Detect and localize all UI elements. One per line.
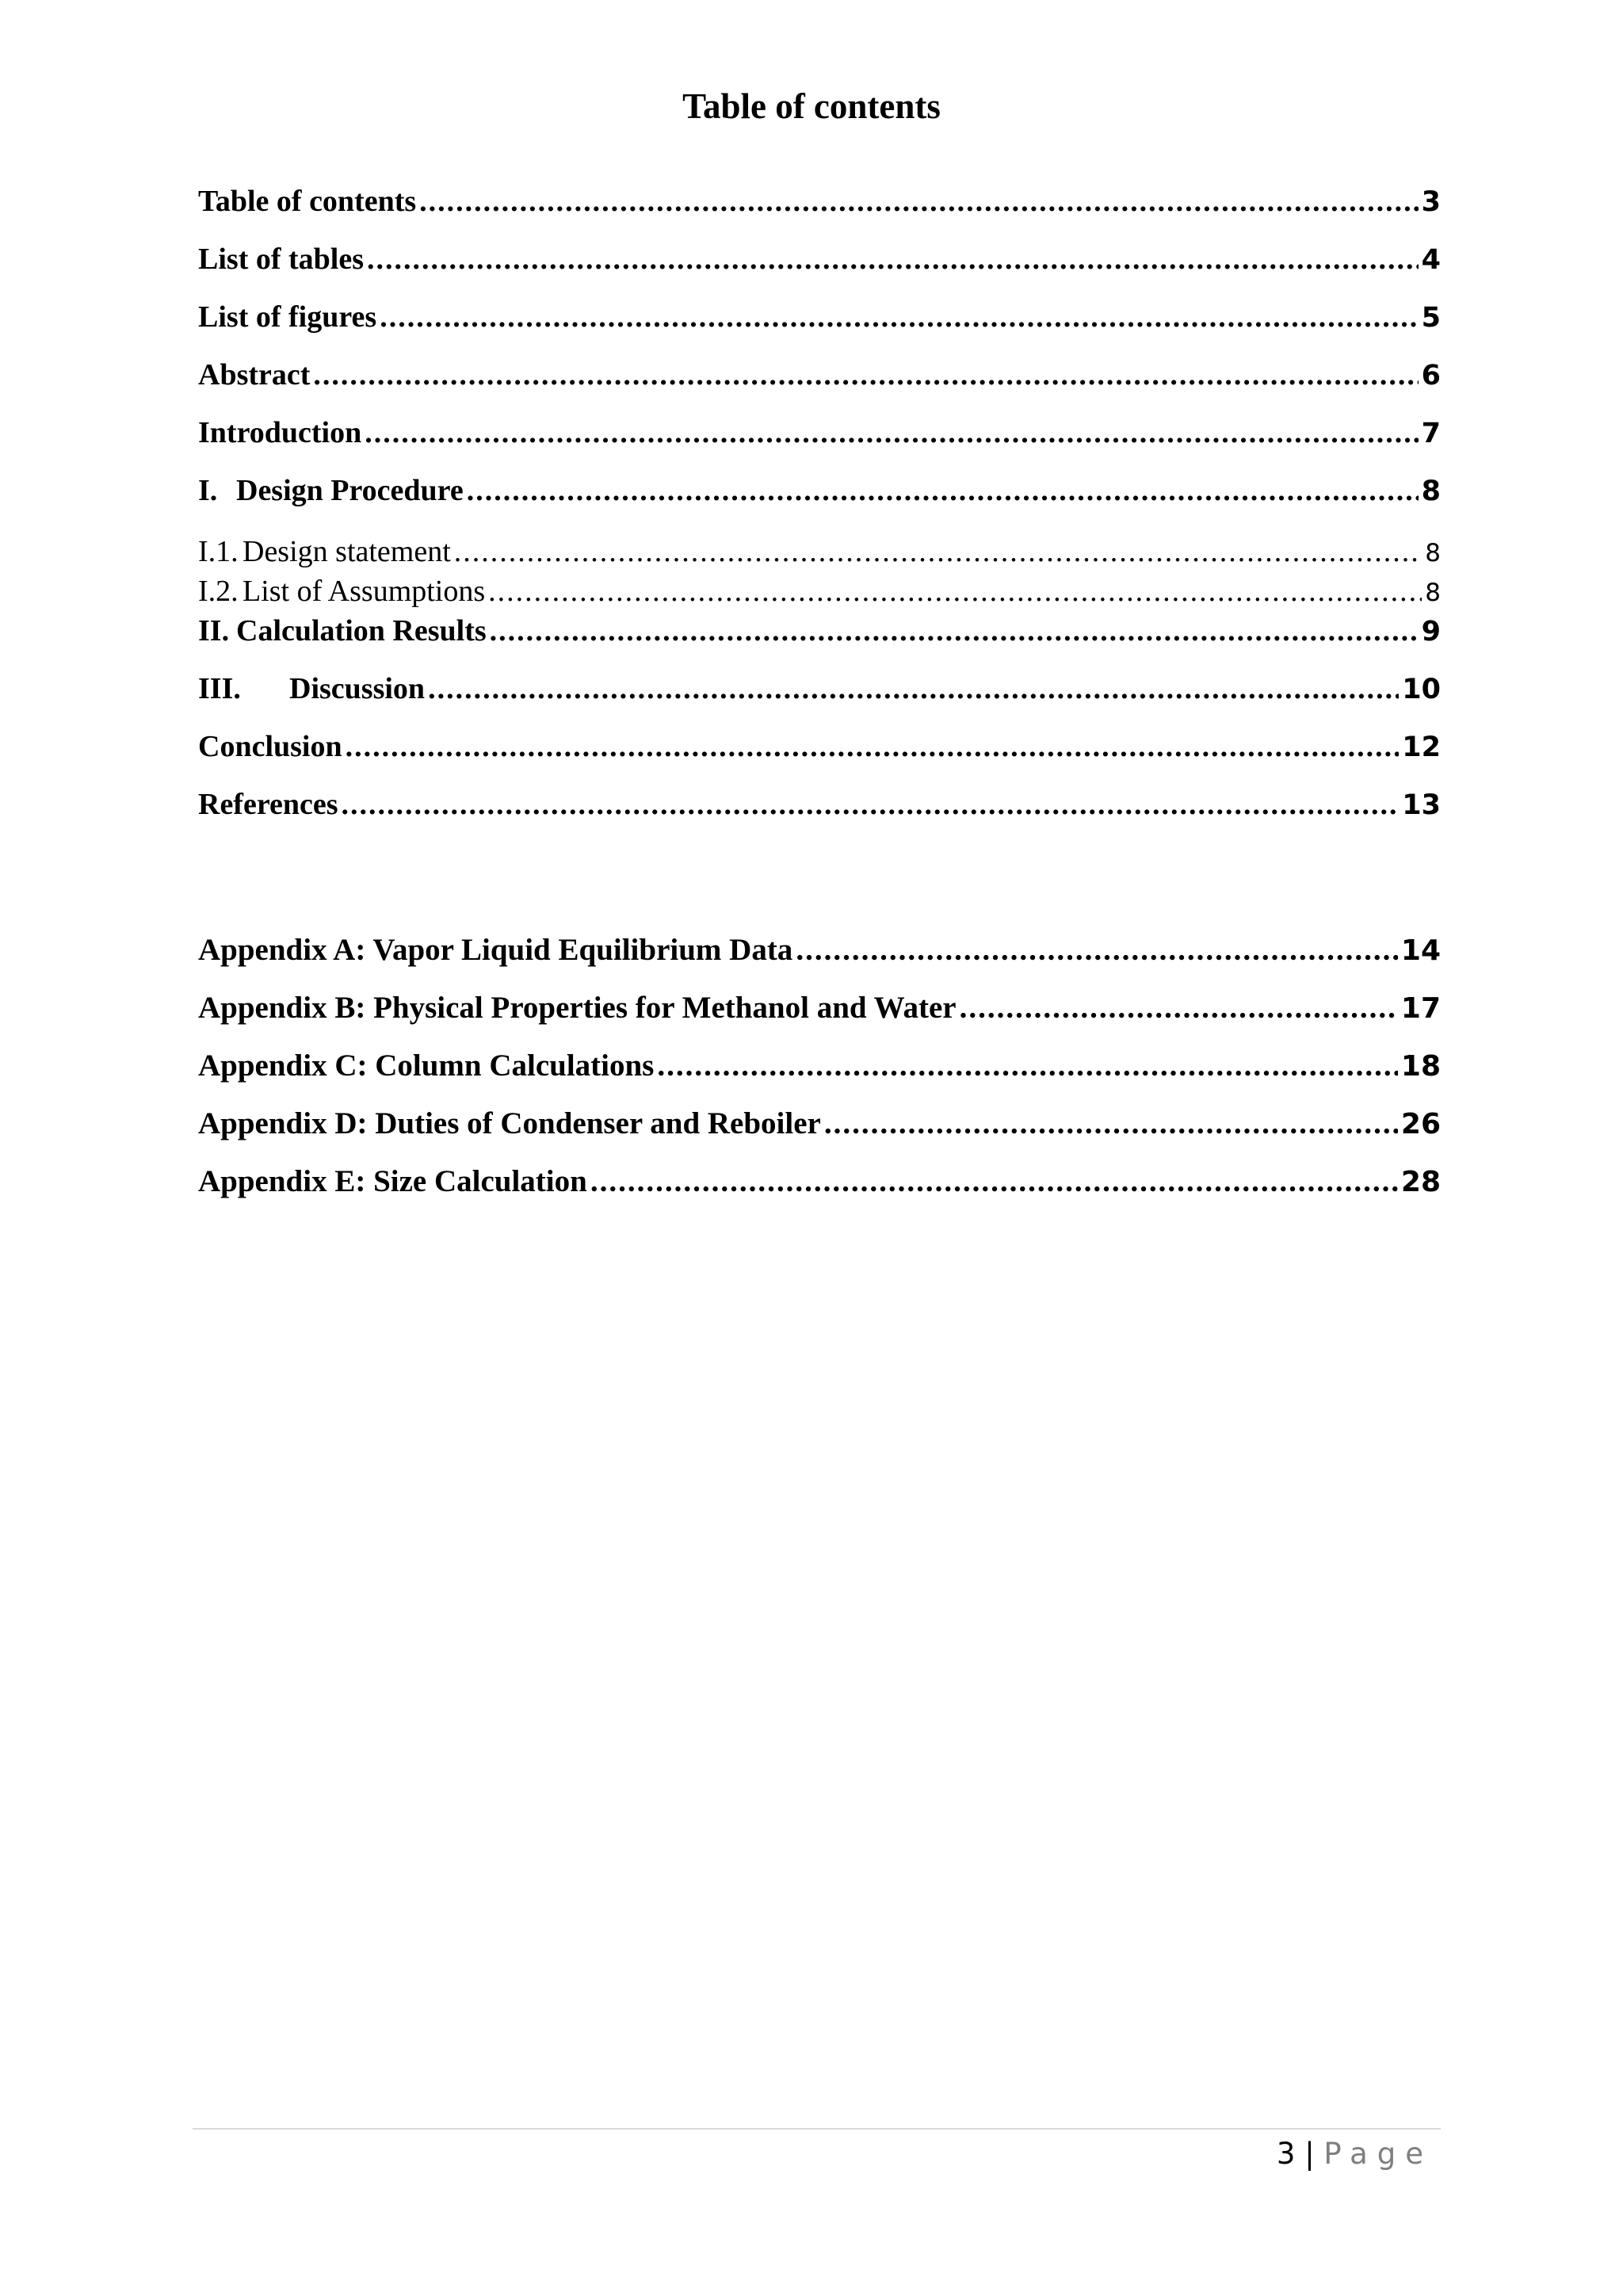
toc-entry-page: 8	[1421, 476, 1441, 507]
toc-entry-page: 10	[1402, 674, 1441, 705]
toc-entry-page: 7	[1421, 418, 1441, 449]
dot-leader	[590, 1163, 1398, 1199]
toc-entry-list-of-tables[interactable]	[198, 242, 1441, 277]
dot-leader	[419, 184, 1418, 219]
toc-entry-label: Design statement	[242, 535, 451, 568]
footer-page-word: Page	[1323, 2137, 1433, 2171]
toc-entry-page: 8	[1425, 579, 1441, 607]
toc-entry-list-of-assumptions[interactable]	[198, 574, 1441, 609]
toc-entry-label: Appendix C: Column Calculations	[198, 1049, 655, 1083]
footer-page-number: 3	[1276, 2137, 1296, 2171]
dot-leader	[824, 1106, 1398, 1141]
dot-leader	[346, 729, 1400, 764]
toc-entry-page: 14	[1400, 934, 1441, 967]
toc-entry-page: 3	[1421, 186, 1441, 218]
toc-entry-appendix-a[interactable]	[198, 932, 1441, 968]
toc-entry-label: Conclusion	[198, 730, 342, 763]
toc-entry-abstract[interactable]	[198, 357, 1441, 392]
toc-entry-page: 28	[1400, 1166, 1441, 1198]
page-title: Table of contents	[682, 86, 941, 126]
toc-entry-page: 5	[1421, 302, 1441, 334]
toc-entry-number: I.2.	[198, 575, 239, 608]
toc-entry-page: 6	[1421, 360, 1441, 392]
toc-entry-number: I.	[198, 474, 218, 507]
toc-entry-appendix-e[interactable]	[198, 1163, 1441, 1199]
toc-entry-number: II.	[198, 614, 230, 648]
toc-entry-label: Appendix E: Size Calculation	[198, 1164, 587, 1198]
toc-entry-discussion[interactable]	[198, 671, 1441, 706]
toc-entry-label: Introduction	[198, 416, 362, 449]
toc-entry-page: 13	[1402, 789, 1441, 821]
page-footer	[1277, 2134, 1433, 2174]
toc-entry-label: Abstract	[198, 358, 311, 392]
toc-entry-label: Appendix D: Duties of Condenser and Reboiler	[198, 1106, 821, 1140]
toc-entry-number: I.1.	[198, 535, 239, 568]
toc-entry-introduction[interactable]	[198, 415, 1441, 450]
toc-entry-table-of-contents[interactable]	[198, 184, 1441, 219]
toc-entry-appendix-d[interactable]	[198, 1106, 1441, 1141]
footer-separator: |	[1304, 2137, 1315, 2171]
dot-leader	[428, 671, 1399, 706]
toc-entry-page: 9	[1421, 616, 1441, 648]
toc-entry-calculation-results[interactable]	[198, 613, 1441, 648]
toc-entry-list-of-figures[interactable]	[198, 300, 1441, 334]
toc-entry-number: III.	[198, 672, 241, 705]
dot-leader	[490, 613, 1419, 648]
toc-entry-page: 8	[1425, 539, 1441, 567]
toc-entry-page: 12	[1402, 732, 1441, 763]
toc-entry-label: Discussion	[289, 672, 426, 705]
dot-leader	[342, 787, 1400, 822]
toc-entry-references[interactable]	[198, 787, 1441, 822]
toc-entry-label: List of tables	[198, 243, 364, 276]
toc-entry-label: Calculation Results	[236, 614, 487, 648]
toc-entry-label: References	[198, 788, 338, 821]
dot-leader	[657, 1048, 1398, 1083]
toc-entry-label: List of Assumptions	[242, 575, 486, 608]
dot-leader	[367, 242, 1419, 277]
toc-entry-label: Appendix B: Physical Properties for Methanol and Water	[198, 991, 957, 1025]
dot-leader	[313, 357, 1418, 392]
toc-entry-label: Table of contents	[198, 185, 417, 218]
dot-leader	[454, 534, 1422, 569]
toc-entry-appendix-c[interactable]	[198, 1048, 1441, 1083]
toc-entry-page: 26	[1400, 1108, 1441, 1140]
dot-leader	[488, 574, 1422, 609]
dot-leader	[380, 300, 1418, 334]
dot-leader	[365, 415, 1418, 450]
toc-entry-label: List of figures	[198, 300, 377, 334]
toc-entry-page: 4	[1421, 244, 1441, 276]
footer-divider	[193, 2128, 1441, 2130]
dot-leader	[960, 990, 1398, 1026]
toc-entry-appendix-b[interactable]	[198, 990, 1441, 1026]
toc-entry-design-procedure[interactable]	[198, 473, 1441, 508]
toc-entry-design-statement[interactable]	[198, 534, 1441, 569]
toc-entry-page: 17	[1400, 992, 1441, 1025]
toc-entry-label: Design Procedure	[236, 474, 464, 507]
toc-entry-label: Appendix A: Vapor Liquid Equilibrium Data	[198, 933, 793, 967]
dot-leader	[467, 473, 1419, 508]
toc-entry-conclusion[interactable]	[198, 729, 1441, 764]
toc-entry-page: 18	[1400, 1050, 1441, 1083]
dot-leader	[796, 932, 1398, 968]
